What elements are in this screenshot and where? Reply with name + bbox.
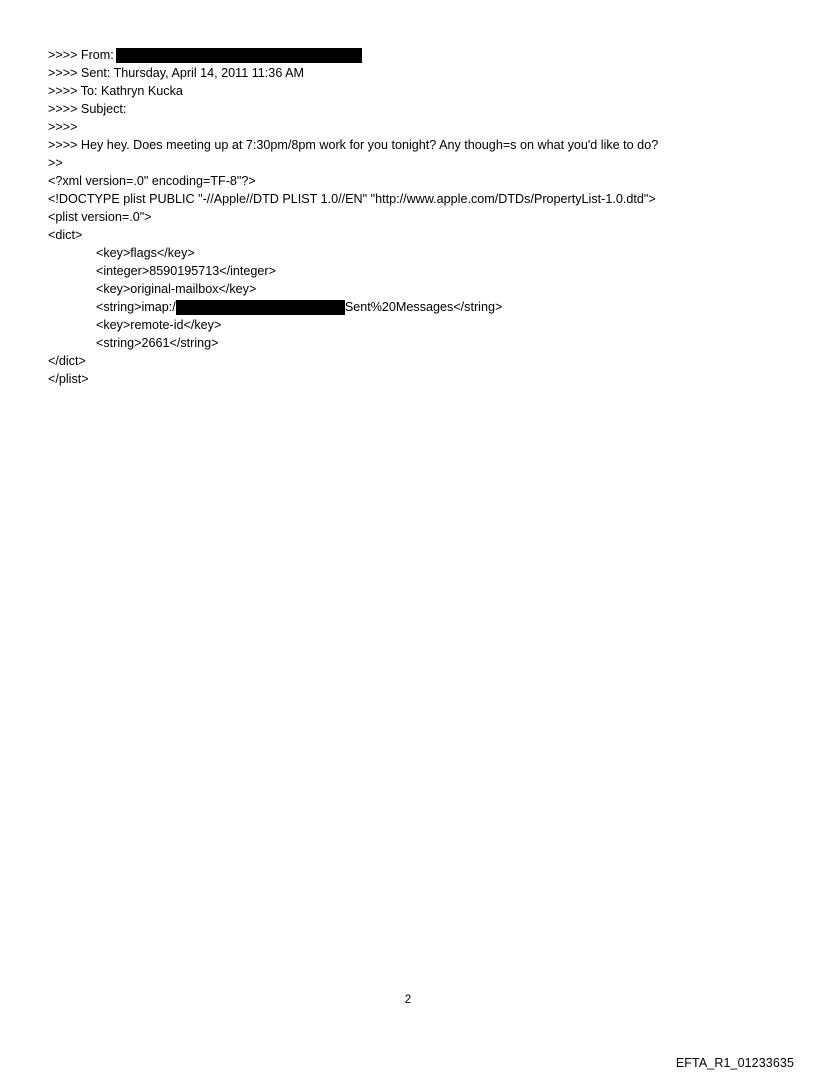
plist-close-line: </plist> [48,372,89,386]
email-sent-line: >>>> Sent: Thursday, April 14, 2011 11:36 AM [48,66,305,80]
page-number: 2 [404,994,412,1006]
dict-open-line: <dict> [48,228,83,242]
email-end-quote-line: >> [48,156,63,170]
from-label: >>>> From: [48,48,114,62]
email-to-line: >>>> To: Kathryn Kucka [48,84,183,98]
doctype-line: <!DOCTYPE plist PUBLIC "-//Apple//DTD PLIST 1.0//EN" "http://www.apple.com/DTDs/PropertyList-1.0.dtd"> [48,192,656,206]
email-subject-line: >>>> Subject: [48,102,127,116]
string-remote-line: <string>2661</string> [96,336,219,350]
string-imap-line [48,298,788,316]
integer-flags-line: <integer>8590195713</integer> [96,264,276,278]
document-body [48,46,788,388]
key-mailbox-line: <key>original-mailbox</key> [96,282,257,296]
email-blank-quote-line: >>>> [48,120,78,134]
key-remote-line: <key>remote-id</key> [96,318,222,332]
bates-number: EFTA_R1_01233635 [675,1056,794,1070]
key-flags-line: <key>flags</key> [96,246,195,260]
dict-close-line: </dict> [48,354,86,368]
xml-declaration-line: <?xml version=.0" encoding=TF-8"?> [48,174,256,188]
email-message-line: >>>> Hey hey. Does meeting up at 7:30pm/8pm work for you tonight? Any though=s on what you'd like to do? [48,138,659,152]
imap-prefix: <string>imap:/ [96,300,176,314]
redaction-block [116,48,362,63]
imap-suffix: Sent%20Messages</string> [344,300,503,314]
email-from-line [48,46,788,64]
redaction-block [176,300,345,315]
plist-open-line: <plist version=.0"> [48,210,152,224]
